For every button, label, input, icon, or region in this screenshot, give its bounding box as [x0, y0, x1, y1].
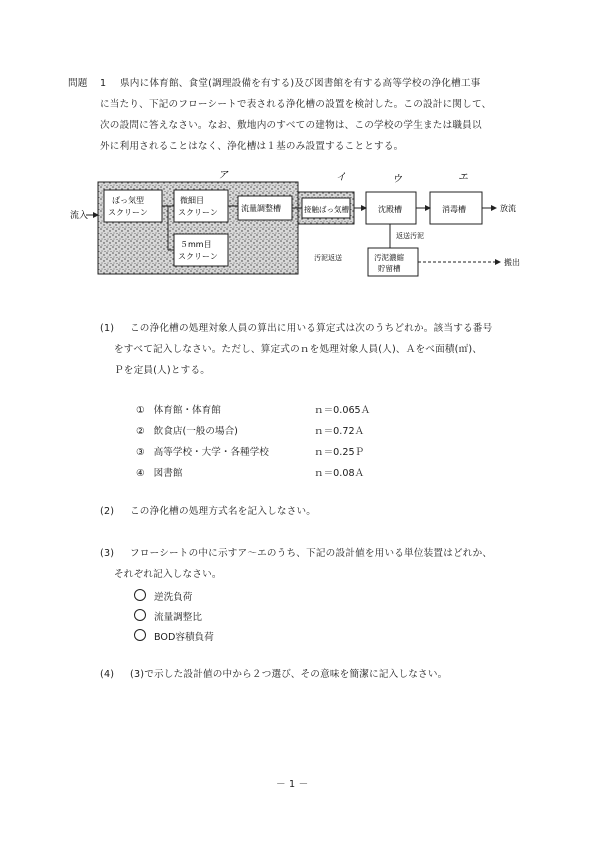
intro-line-1: 県内に体育館、食堂(調理設備を有する)及び図書館を有する高等学校の浄化槽工事: [120, 78, 481, 89]
problem-label: 問題: [68, 78, 88, 89]
q1-line-2: をすべて記入しなさい。ただし、算定式のｎを処理対象人員(人)、Ａをべ面積(㎡)、: [114, 344, 483, 355]
q3-item-2-text: 流量調整比: [154, 612, 202, 623]
q3-item-1-text: 逆洗負荷: [154, 592, 193, 603]
q3-item-2: [134, 609, 202, 623]
fivemm-screen-line2: スクリーン: [178, 252, 218, 261]
q1-option-1: [136, 402, 221, 416]
q1-option-3-num: ③: [136, 447, 145, 458]
q3-item-3-text: BOD容積負荷: [154, 632, 214, 643]
q2-text: この浄化槽の処理方式名を記入しなさい。: [130, 506, 317, 517]
fine-screen-box: [174, 190, 228, 222]
fine-screen-line2: スクリーン: [178, 208, 218, 217]
q1-option-4-name: 図書館: [153, 468, 183, 479]
q1-option-3: [136, 444, 269, 458]
q1-option-3-formula: ｎ＝0.25Ｐ: [314, 447, 365, 458]
q1-option-2-name: 飲食店(一般の場合): [153, 426, 238, 437]
q4-text: (3)で示した設計値の中から２つ選び、その意味を簡潔に記入しなさい。: [130, 669, 448, 680]
q4-label: (4): [100, 669, 115, 680]
return-sludge-label: 返送汚泥: [396, 232, 424, 240]
coarse-screen-box: [104, 190, 162, 222]
intro-line-4: 外に利用されることはなく、浄化槽は１基のみ設置することとする。: [100, 141, 404, 152]
q1-option-1-num: ①: [136, 405, 145, 416]
fine-screen-line1: 微細目: [180, 196, 204, 205]
q1-line-3: Ｐを定員(人)とする。: [114, 365, 211, 376]
q1-option-2-formula: ｎ＝0.72Ａ: [314, 426, 365, 437]
q1-option-4-num: ④: [136, 468, 145, 479]
aeration-label: 接触ばっ気槽: [304, 205, 349, 214]
sludge-storage-line1: 汚泥濃縮: [374, 253, 404, 262]
coarse-screen-line1: ばっ気型: [112, 196, 144, 205]
outflow-label: 放流: [500, 204, 516, 213]
q3-line-2: それぞれ記入しなさい。: [114, 569, 222, 580]
letter-u: ウ: [392, 174, 402, 185]
discharge-label: 搬出: [504, 258, 520, 267]
letter-e: エ: [458, 172, 468, 183]
settling-label: 沈殿槽: [378, 205, 402, 214]
q3-item-1: [134, 589, 192, 603]
letter-i: イ: [336, 172, 346, 183]
q1-option-2: [136, 423, 238, 437]
q3-label: (3): [100, 548, 115, 559]
intro-line-3: 次の設問に答えなさい。なお、敷地内のすべての建物は、この学校の学生または職員以: [100, 120, 482, 131]
sludge-return-label: 汚泥返送: [314, 254, 342, 262]
sludge-storage-line2: 貯留槽: [378, 264, 401, 273]
q3-line-1: フローシートの中に示すア〜エのうち、下記の設計値を用いる単位装置はどれか、: [130, 548, 493, 559]
flow-adjust-label: 流量調整槽: [241, 204, 281, 213]
answer-circle-icon: [134, 589, 146, 601]
coarse-screen-line2: スクリーン: [108, 208, 148, 217]
answer-circle-icon: [134, 629, 146, 641]
fivemm-screen-line1: ５mm目: [180, 240, 212, 249]
problem-number: 1: [100, 78, 107, 89]
disinfect-label: 消毒槽: [442, 205, 466, 214]
q1-option-3-name: 高等学校・大学・各種学校: [153, 447, 269, 458]
flow-sheet-diagram: [70, 168, 530, 283]
fivemm-screen-box: [174, 234, 228, 266]
q1-option-4-formula: ｎ＝0.08Ａ: [314, 468, 365, 479]
q3-item-3: [134, 629, 214, 643]
intro-line-2: に当たり、下記のフローシートで表される浄化槽の設置を検討した。この設計に関して、: [100, 99, 492, 110]
q1-option-2-num: ②: [136, 426, 145, 437]
q1-line-1: この浄化槽の処理対象人員の算出に用いる算定式は次のうちどれか。該当する番号: [130, 323, 493, 334]
q2-label: (2): [100, 506, 115, 517]
q1-option-1-name: 体育館・体育館: [153, 405, 221, 416]
answer-circle-icon: [134, 609, 146, 621]
q1-option-1-formula: ｎ＝0.065Ａ: [314, 405, 371, 416]
letter-a: ア: [218, 170, 228, 181]
page-number: － 1 －: [276, 779, 309, 790]
q1-label: (1): [100, 323, 115, 334]
inflow-label: 流入: [70, 211, 89, 221]
q1-option-4: [136, 465, 182, 479]
